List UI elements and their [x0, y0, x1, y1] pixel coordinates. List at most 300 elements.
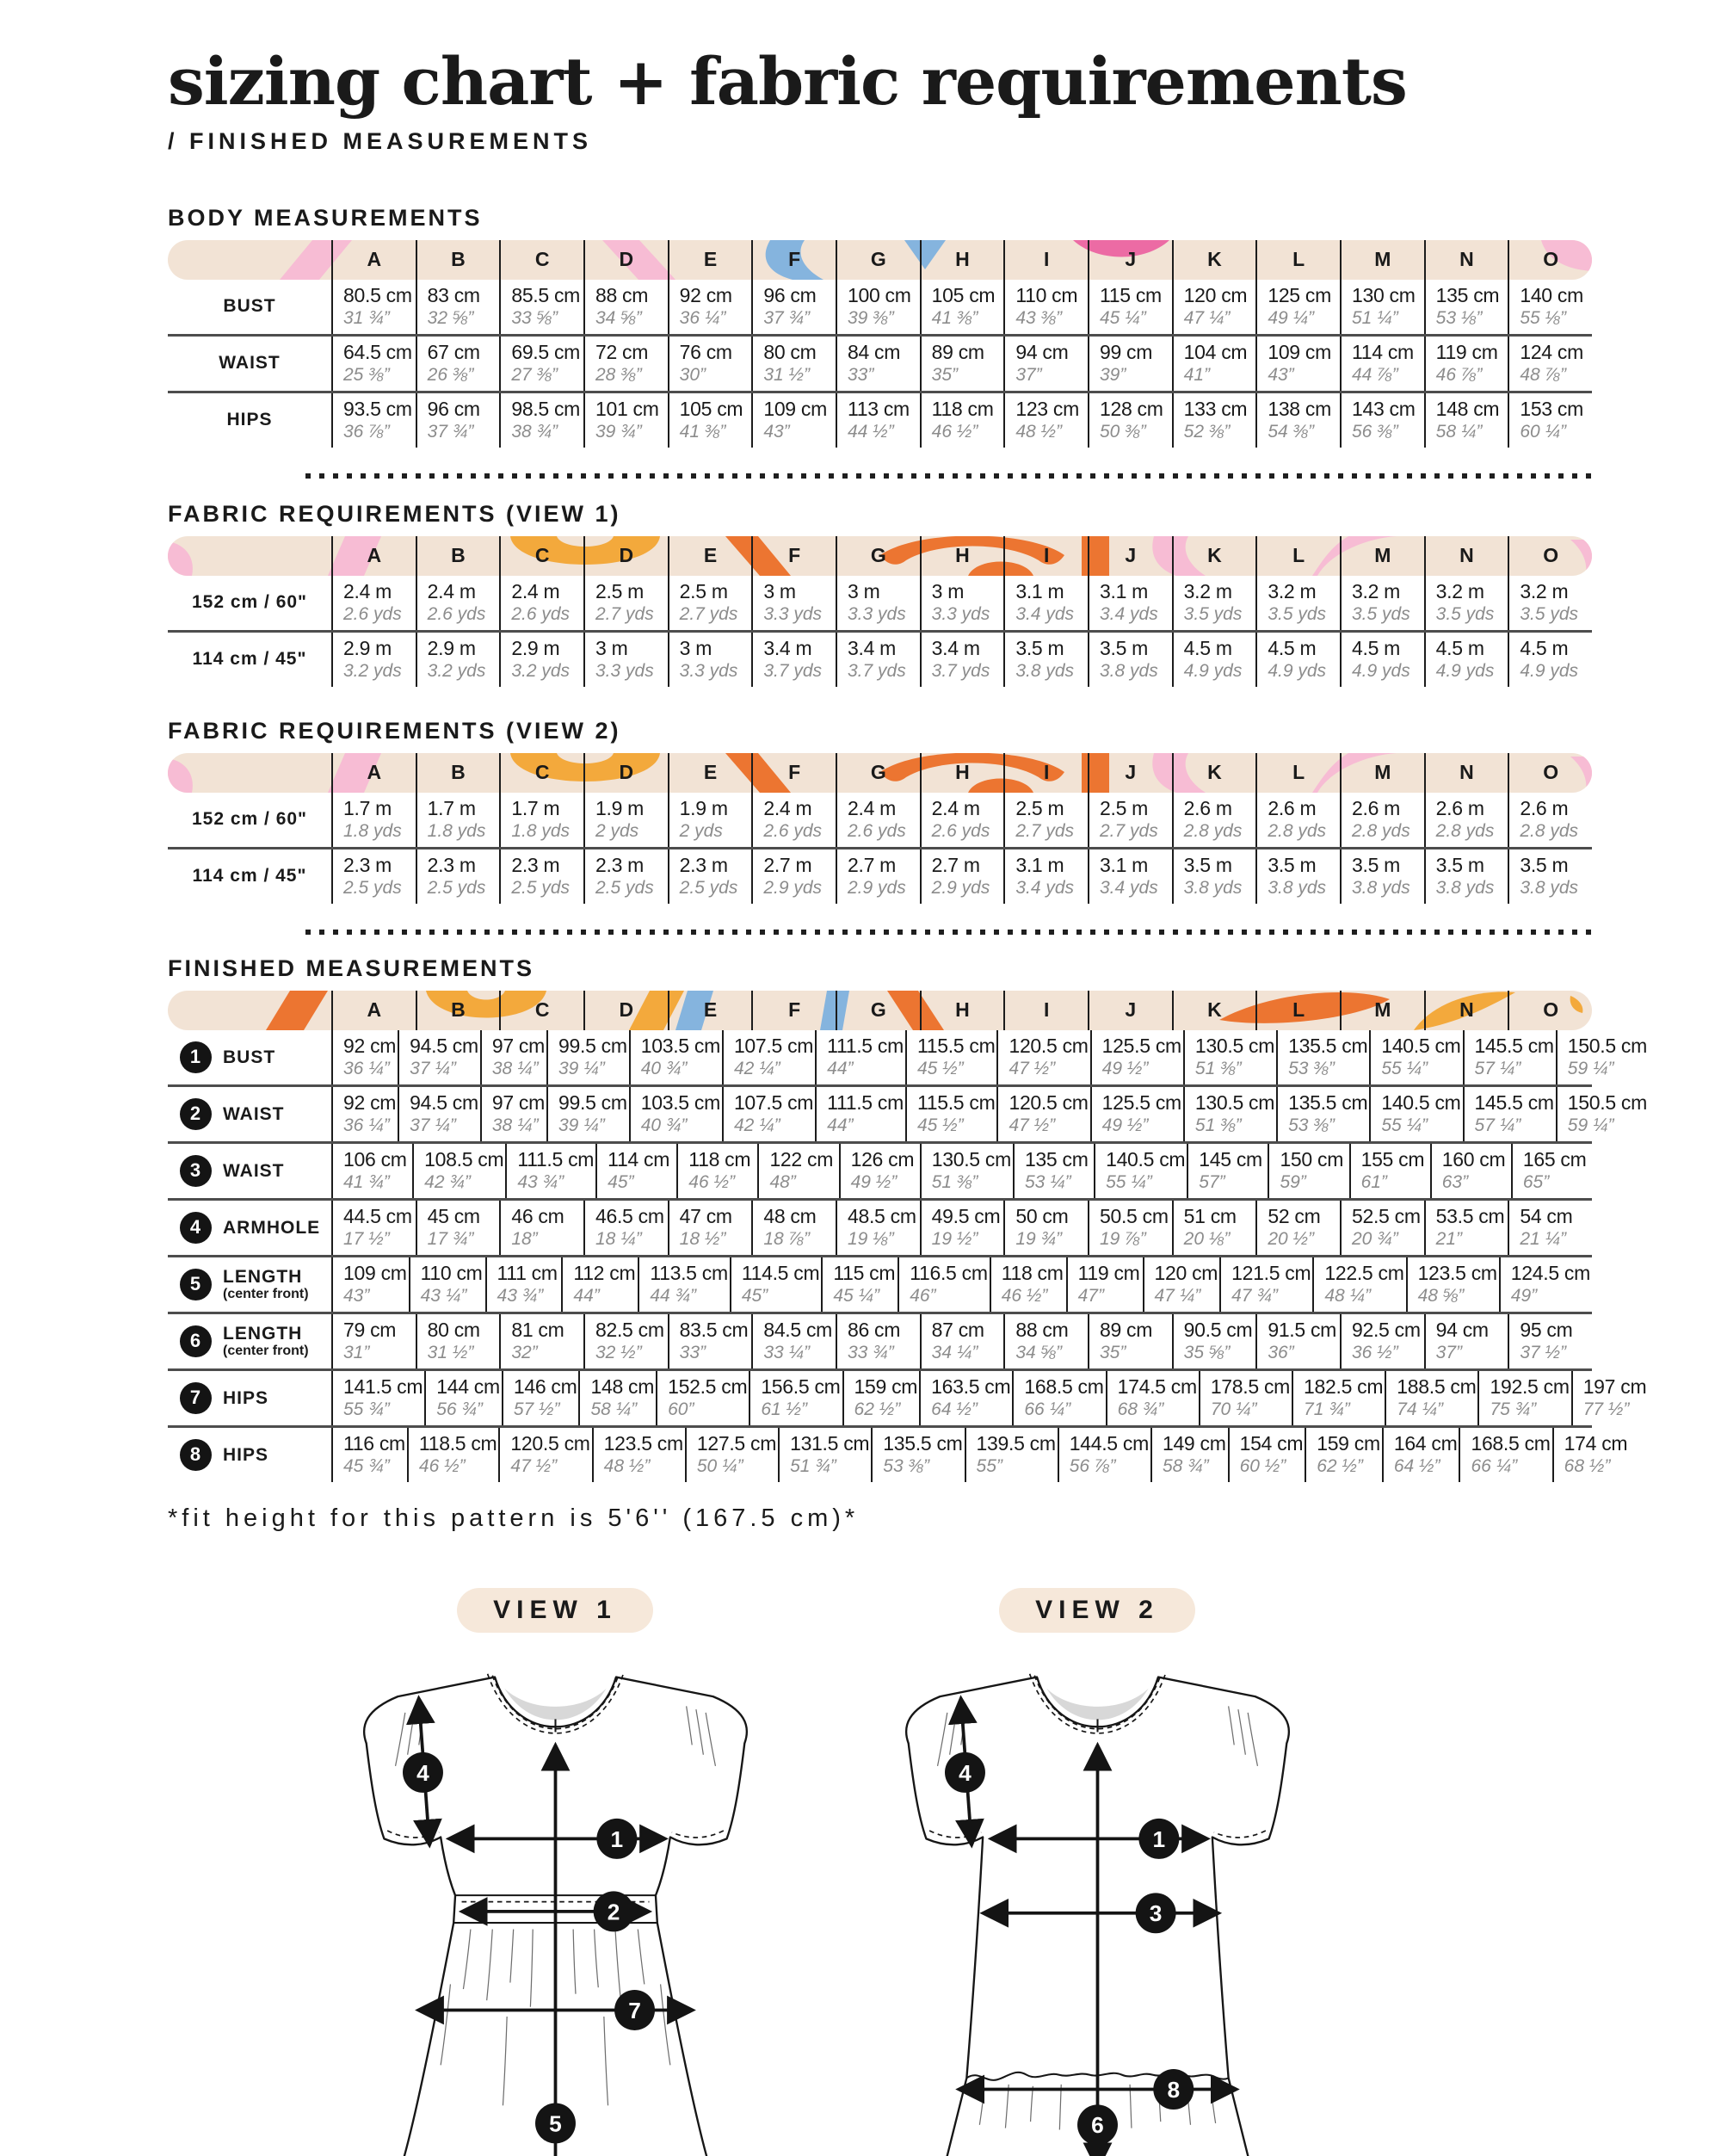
imperial-value: 2.6 yds	[511, 603, 571, 624]
imperial-value: 56 ⅞”	[1069, 1455, 1116, 1476]
imperial-value: 35”	[1099, 1342, 1126, 1362]
metric-value: 89 cm	[931, 340, 984, 363]
metric-value: 121.5 cm	[1231, 1261, 1311, 1284]
metric-value: 105 cm	[679, 397, 743, 420]
measurement-cell	[485, 1257, 562, 1312]
table-row-hips	[168, 1368, 1647, 1425]
measurement-cell	[1255, 337, 1340, 391]
measurement-cell	[821, 1257, 898, 1312]
imperial-value: 18”	[511, 1228, 538, 1249]
measurement-cell	[722, 1087, 815, 1141]
measurement-cell	[583, 337, 668, 391]
metric-value: 159 cm	[854, 1375, 918, 1398]
imperial-value: 45 ½”	[916, 1115, 964, 1135]
imperial-value: 1.8 yds	[343, 820, 402, 841]
measurement-cell	[1003, 1201, 1088, 1255]
metric-value: 133 cm	[1183, 397, 1248, 420]
table-row-bust	[168, 1030, 1647, 1084]
metric-value: 89 cm	[1099, 1318, 1153, 1341]
svg-text:7: 7	[627, 1997, 641, 2023]
measurement-cell	[1382, 1428, 1459, 1482]
metric-value: 111.5 cm	[517, 1147, 595, 1171]
measurement-cell	[331, 1428, 407, 1482]
measurement-cell	[416, 280, 500, 334]
imperial-value: 48 ½”	[1015, 421, 1063, 442]
column-header-J: J	[1088, 991, 1172, 1030]
metric-value: 149 cm	[1162, 1431, 1226, 1455]
imperial-value: 43”	[763, 421, 790, 442]
measurement-cell	[836, 1314, 920, 1368]
view-2-drawing	[863, 1645, 1332, 2156]
measurement-cell	[583, 1314, 668, 1368]
measurement-cell	[1340, 393, 1424, 448]
imperial-value: 51 ¼”	[1351, 307, 1398, 328]
imperial-value: 2.6 yds	[427, 603, 486, 624]
measurement-cell	[502, 1371, 579, 1425]
metric-value: 123.5 cm	[1417, 1261, 1497, 1284]
imperial-value: 2.5 yds	[679, 877, 738, 898]
measurement-cell	[1172, 1201, 1256, 1255]
metric-value: 2.7 m	[931, 853, 980, 876]
column-header-L: L	[1255, 240, 1340, 280]
metric-value: 3.5 m	[1435, 853, 1484, 876]
metric-value: 119 cm	[1077, 1261, 1140, 1284]
column-header-F: F	[751, 240, 836, 280]
metric-value: 88 cm	[595, 283, 649, 306]
imperial-value: 3.4 yds	[1015, 877, 1075, 898]
measurement-cell	[424, 1371, 502, 1425]
metric-value: 92 cm	[343, 1034, 397, 1057]
imperial-value: 2.6 yds	[847, 820, 906, 841]
measurement-cell	[1552, 1428, 1630, 1482]
imperial-value: 20 ½”	[1268, 1228, 1315, 1249]
metric-value: 3.5 m	[1351, 853, 1401, 876]
svg-text:4: 4	[416, 1759, 429, 1786]
metric-value: 2.6 m	[1183, 796, 1232, 819]
imperial-value: 47 ¼”	[1154, 1285, 1201, 1306]
imperial-value: 2.5 yds	[511, 877, 571, 898]
imperial-value: 26 ⅜”	[427, 364, 474, 385]
metric-value: 197 cm	[1582, 1375, 1647, 1398]
metric-value: 80.5 cm	[343, 283, 412, 306]
imperial-value: 2.6 yds	[343, 603, 402, 624]
metric-value: 49.5 cm	[931, 1204, 1001, 1227]
metric-value: 103.5 cm	[640, 1034, 720, 1057]
svg-text:1: 1	[1152, 1825, 1165, 1852]
hips-badge	[1153, 2069, 1194, 2110]
measurement-cell	[398, 1030, 480, 1084]
imperial-value: 2.9 yds	[847, 877, 906, 898]
row-label	[168, 633, 331, 687]
imperial-value: 43 ¾”	[497, 1285, 544, 1306]
metric-value: 4.5 m	[1435, 636, 1484, 659]
measurement-cell	[1172, 337, 1256, 391]
row-number-badge: 6	[180, 1325, 212, 1357]
svg-text:6: 6	[1090, 2112, 1104, 2139]
metric-value: 1.7 m	[427, 796, 476, 819]
column-header-O: O	[1508, 991, 1592, 1030]
metric-value: 1.7 m	[511, 796, 560, 819]
imperial-value: 1.8 yds	[427, 820, 486, 841]
imperial-value: 30”	[679, 364, 706, 385]
measurement-cell	[416, 633, 500, 687]
heading-fabric-view1: FABRIC REQUIREMENTS (VIEW 1)	[168, 500, 621, 527]
measurement-cell	[1276, 1030, 1369, 1084]
metric-value: 2.6 m	[1351, 796, 1401, 819]
imperial-value: 31”	[343, 1342, 370, 1362]
imperial-value: 51 ⅜”	[931, 1171, 978, 1192]
metric-value: 111.5 cm	[827, 1090, 904, 1114]
imperial-value: 2.7 yds	[1015, 820, 1075, 841]
row-number-badge: 2	[180, 1098, 212, 1130]
imperial-value: 2.8 yds	[1268, 820, 1327, 841]
measurement-cell	[1255, 1201, 1340, 1255]
fit-height-footnote: *fit height for this pattern is 5'6'' (167.5 cm)*	[168, 1504, 860, 1532]
imperial-value: 3.3 yds	[679, 660, 738, 681]
measurement-cell	[920, 1144, 1013, 1198]
imperial-value: 17 ½”	[343, 1228, 390, 1249]
row-label-text: 114 cm / 45"	[192, 649, 307, 670]
imperial-value: 2.8 yds	[1351, 820, 1410, 841]
column-header-K: K	[1172, 240, 1256, 280]
imperial-value: 57”	[1199, 1171, 1225, 1192]
section-body-measurements	[168, 205, 1592, 448]
imperial-value: 43 ⅜”	[1015, 307, 1063, 328]
metric-value: 120.5 cm	[510, 1431, 590, 1455]
imperial-value: 56 ⅜”	[1351, 421, 1398, 442]
imperial-value: 3.2 yds	[343, 660, 402, 681]
imperial-value: 47 ½”	[1009, 1058, 1056, 1078]
metric-value: 3 m	[595, 636, 628, 659]
imperial-value: 2.7 yds	[679, 603, 738, 624]
imperial-value: 31 ¾”	[343, 307, 390, 328]
metric-value: 135.5 cm	[1288, 1090, 1368, 1114]
measurement-cell	[751, 633, 836, 687]
hips-badge	[614, 1990, 655, 2030]
imperial-value: 3.3 yds	[763, 603, 823, 624]
measurement-cell	[751, 1201, 836, 1255]
view-2	[839, 1588, 1355, 2156]
imperial-value: 56 ¾”	[436, 1399, 483, 1419]
view-2-label: VIEW 2	[999, 1588, 1195, 1633]
metric-value: 4.5 m	[1520, 636, 1569, 659]
column-header-O: O	[1508, 753, 1592, 793]
imperial-value: 28 ⅜”	[595, 364, 642, 385]
metric-value: 164 cm	[1393, 1431, 1458, 1455]
measurement-cell	[629, 1030, 722, 1084]
measurement-cell	[561, 1257, 638, 1312]
imperial-value: 68 ¾”	[1117, 1399, 1164, 1419]
page-title: sizing chart + fabric requirements	[168, 43, 1407, 120]
metric-value: 148 cm	[590, 1375, 655, 1398]
table-row-length	[168, 1312, 1592, 1368]
measurement-cell	[331, 633, 416, 687]
metric-value: 174 cm	[1564, 1431, 1628, 1455]
imperial-value: 44”	[827, 1058, 854, 1078]
row-label	[168, 1201, 331, 1255]
measurement-cell	[668, 576, 752, 630]
table-row-152-cm-60-	[168, 793, 1592, 847]
measurement-cell	[1090, 1087, 1183, 1141]
measurement-cell	[751, 280, 836, 334]
column-header-strip	[168, 991, 1592, 1030]
imperial-value: 36 ½”	[1351, 1342, 1398, 1362]
measurement-cell	[920, 849, 1004, 904]
metric-value: 122.5 cm	[1324, 1261, 1404, 1284]
metric-value: 143 cm	[1351, 397, 1416, 420]
imperial-value: 47 ¼”	[1183, 307, 1231, 328]
column-header-L: L	[1255, 753, 1340, 793]
measurement-cell	[1268, 1144, 1348, 1198]
row-label-text: ARMHOLE	[223, 1217, 321, 1238]
measurement-cell	[331, 849, 416, 904]
imperial-value: 18 ¼”	[595, 1228, 642, 1249]
measurement-cell	[1430, 1144, 1511, 1198]
metric-value: 48 cm	[763, 1204, 817, 1227]
metric-value: 118 cm	[688, 1147, 751, 1171]
table-row-waist	[168, 334, 1592, 391]
imperial-value: 33 ⅝”	[511, 307, 558, 328]
metric-value: 3.4 m	[931, 636, 980, 659]
imperial-value: 48 ½”	[603, 1455, 651, 1476]
imperial-value: 3.8 yds	[1099, 660, 1158, 681]
header-spacer	[168, 753, 331, 793]
metric-value: 118.5 cm	[418, 1431, 497, 1455]
metric-value: 135 cm	[1435, 283, 1500, 306]
imperial-value: 49 ½”	[1101, 1058, 1149, 1078]
metric-value: 92.5 cm	[1351, 1318, 1421, 1341]
measurement-cell	[1013, 1144, 1094, 1198]
imperial-value: 44”	[573, 1285, 600, 1306]
metric-value: 82.5 cm	[595, 1318, 664, 1341]
measurement-cell	[499, 337, 583, 391]
measurement-cell	[1340, 633, 1424, 687]
imperial-value: 33 ¼”	[763, 1342, 811, 1362]
measurement-cell	[1499, 1257, 1592, 1312]
metric-value: 165 cm	[1522, 1147, 1587, 1171]
metric-value: 84.5 cm	[763, 1318, 833, 1341]
measurement-cell	[676, 1144, 757, 1198]
imperial-value: 3.7 yds	[847, 660, 906, 681]
metric-value: 109 cm	[343, 1261, 407, 1284]
svg-text:8: 8	[1166, 2076, 1180, 2103]
measurement-cell	[1369, 1087, 1462, 1141]
column-header-E: E	[668, 991, 752, 1030]
measurement-cell	[1385, 1371, 1477, 1425]
measurement-cell	[751, 393, 836, 448]
imperial-value: 21”	[1435, 1228, 1463, 1249]
measurement-cell	[668, 1314, 752, 1368]
row-label	[168, 1428, 331, 1482]
row-label	[168, 1257, 331, 1312]
imperial-value: 53 ⅛”	[1435, 307, 1483, 328]
metric-value: 148 cm	[1435, 397, 1500, 420]
imperial-value: 48”	[769, 1171, 796, 1192]
column-header-E: E	[668, 240, 752, 280]
imperial-value: 39”	[1099, 364, 1126, 385]
metric-value: 1.9 m	[679, 796, 728, 819]
imperial-value: 34 ⅝”	[595, 307, 642, 328]
measurement-cell	[1276, 1087, 1369, 1141]
metric-value: 86 cm	[847, 1318, 901, 1341]
metric-value: 2.5 m	[679, 579, 728, 602]
metric-value: 192.5 cm	[1490, 1375, 1570, 1398]
imperial-value: 46 ½”	[1001, 1285, 1048, 1306]
measurement-cell	[1508, 1314, 1592, 1368]
measurement-cell	[480, 1087, 546, 1141]
metric-value: 67 cm	[427, 340, 480, 363]
measurement-cell	[1340, 280, 1424, 334]
armhole-badge	[945, 1752, 985, 1793]
imperial-value: 3.5 yds	[1351, 603, 1410, 624]
column-header-G: G	[836, 536, 920, 576]
metric-value: 3.5 m	[1520, 853, 1569, 876]
imperial-value: 33 ¾”	[847, 1342, 894, 1362]
measurement-cell	[1463, 1030, 1556, 1084]
measurement-cell	[499, 849, 583, 904]
metric-value: 135 cm	[1024, 1147, 1089, 1171]
measurement-cell	[920, 337, 1004, 391]
metric-value: 94.5 cm	[410, 1090, 478, 1114]
table-row-hips	[168, 1425, 1628, 1482]
measurement-cell	[1066, 1257, 1143, 1312]
metric-value: 152.5 cm	[668, 1375, 748, 1398]
row-sublabel-text: (center front)	[223, 1287, 309, 1302]
imperial-value: 3.3 yds	[847, 603, 906, 624]
measurement-cell	[1003, 1314, 1088, 1368]
metric-value: 130 cm	[1351, 283, 1416, 306]
imperial-value: 2 yds	[595, 820, 639, 841]
metric-value: 2.4 m	[847, 796, 897, 819]
imperial-value: 3.8 yds	[1520, 877, 1579, 898]
metric-value: 114 cm	[608, 1147, 670, 1171]
row-label-text: LENGTH	[223, 1266, 303, 1287]
measurement-cell	[1255, 793, 1340, 847]
row-label-text: WAIST	[223, 1103, 285, 1124]
measurement-cell	[990, 1257, 1066, 1312]
imperial-value: 35 ⅝”	[1183, 1342, 1231, 1362]
imperial-value: 38 ¼”	[491, 1115, 539, 1135]
row-number-badge: 4	[180, 1212, 212, 1244]
metric-value: 2.7 m	[847, 853, 897, 876]
table-row-waist	[168, 1084, 1647, 1141]
measurement-cell	[1424, 280, 1508, 334]
measurement-cell	[1340, 1201, 1424, 1255]
column-header-L: L	[1255, 536, 1340, 576]
row-sublabel-text: (center front)	[223, 1344, 309, 1359]
measurement-cell	[1003, 280, 1088, 334]
column-header-N: N	[1424, 753, 1508, 793]
imperial-value: 62 ½”	[1317, 1455, 1363, 1476]
metric-value: 50.5 cm	[1099, 1204, 1169, 1227]
measurement-cell	[1305, 1428, 1382, 1482]
measurement-cell	[996, 1087, 1089, 1141]
measurement-cell	[919, 1371, 1012, 1425]
imperial-value: 36 ⅞”	[343, 421, 390, 442]
measurement-cell	[920, 393, 1004, 448]
metric-value: 47 cm	[679, 1204, 732, 1227]
metric-value: 80 cm	[763, 340, 817, 363]
imperial-value: 21 ¼”	[1520, 1228, 1567, 1249]
metric-value: 80 cm	[427, 1318, 480, 1341]
measurement-cell	[1340, 337, 1424, 391]
measurement-cell	[331, 280, 416, 334]
metric-value: 2.4 m	[427, 579, 476, 602]
measurement-cell	[1255, 849, 1340, 904]
imperial-value: 45 ¾”	[343, 1455, 390, 1476]
measurement-cell	[722, 1030, 815, 1084]
imperial-value: 44 ¾”	[650, 1285, 697, 1306]
column-header-L: L	[1255, 991, 1340, 1030]
imperial-value: 4.9 yds	[1520, 660, 1579, 681]
measurement-cell	[1292, 1371, 1385, 1425]
row-label-text: HIPS	[223, 1444, 269, 1465]
measurement-cell	[668, 1201, 752, 1255]
imperial-value: 37 ¼”	[410, 1058, 456, 1078]
imperial-value: 66 ¼”	[1024, 1399, 1071, 1419]
measurement-cell	[499, 393, 583, 448]
metric-value: 46 cm	[511, 1204, 564, 1227]
row-label	[168, 393, 331, 448]
svg-text:2: 2	[607, 1899, 620, 1925]
imperial-value: 32 ⅝”	[427, 307, 474, 328]
metric-value: 3.1 m	[1099, 853, 1149, 876]
imperial-value: 4.9 yds	[1351, 660, 1410, 681]
measurement-cell	[1349, 1144, 1430, 1198]
imperial-value: 3.4 yds	[1099, 603, 1158, 624]
imperial-value: 42 ¼”	[733, 1058, 780, 1078]
imperial-value: 61”	[1360, 1171, 1387, 1192]
row-label-text: WAIST	[219, 353, 281, 374]
imperial-value: 47 ¾”	[1231, 1285, 1278, 1306]
measurement-cell	[1424, 393, 1508, 448]
imperial-value: 44”	[827, 1115, 854, 1135]
metric-value: 3.2 m	[1520, 579, 1569, 602]
imperial-value: 75 ¾”	[1490, 1399, 1537, 1419]
measurement-cell	[668, 633, 752, 687]
imperial-value: 42 ¼”	[733, 1115, 780, 1135]
measurement-cell	[1088, 576, 1172, 630]
imperial-value: 3.7 yds	[763, 660, 823, 681]
imperial-value: 51 ⅜”	[1194, 1115, 1242, 1135]
measurement-cell	[331, 1144, 412, 1198]
metric-value: 64.5 cm	[343, 340, 412, 363]
measurement-cell	[668, 393, 752, 448]
metric-value: 120.5 cm	[1009, 1034, 1089, 1057]
metric-value: 115 cm	[833, 1261, 896, 1284]
metric-value: 168.5 cm	[1024, 1375, 1104, 1398]
measurement-cell	[1340, 849, 1424, 904]
measurement-cell	[815, 1087, 905, 1141]
metric-value: 153 cm	[1520, 397, 1583, 420]
column-header-J: J	[1088, 536, 1172, 576]
measurement-cell	[1094, 1144, 1187, 1198]
row-label-text: HIPS	[226, 410, 273, 430]
row-number-badge: 8	[180, 1439, 212, 1471]
imperial-value: 52 ⅜”	[1183, 421, 1231, 442]
imperial-value: 49 ½”	[850, 1171, 898, 1192]
measurement-cell	[331, 793, 416, 847]
measurement-cell	[757, 1144, 838, 1198]
measurement-cell	[920, 1201, 1004, 1255]
measurement-cell	[416, 393, 500, 448]
measurement-cell	[1508, 1201, 1592, 1255]
metric-value: 2.6 m	[1435, 796, 1484, 819]
measurement-cell	[1219, 1257, 1312, 1312]
imperial-value: 4.9 yds	[1183, 660, 1243, 681]
page-subtitle: / FINISHED MEASUREMENTS	[168, 127, 593, 154]
metric-value: 72 cm	[595, 340, 649, 363]
